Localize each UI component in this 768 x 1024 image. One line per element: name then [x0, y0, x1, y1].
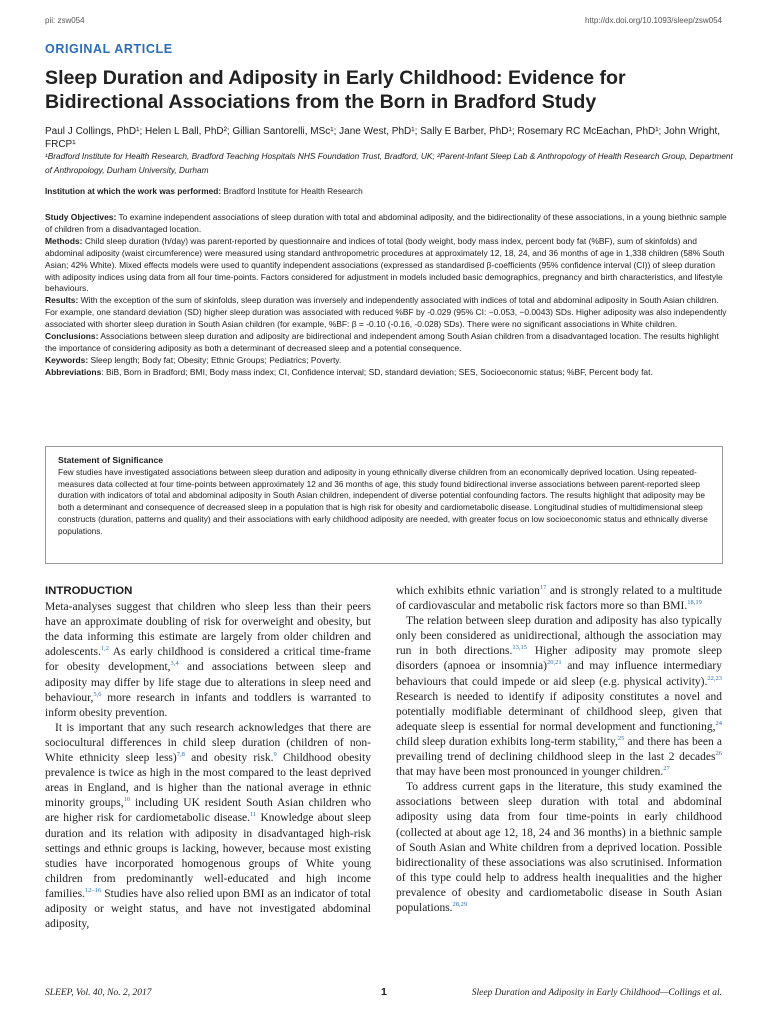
abstract-abbreviations: Abbreviations: BiB, Born in Bradford; BMI, Body mass index; CI, Confidence interval; SD, standard deviation; SES, Socioeconomic status; %BF, Percent body fat.: [45, 366, 653, 377]
article-type-label: ORIGINAL ARTICLE: [45, 42, 173, 56]
citation[interactable]: 18,19: [687, 599, 702, 607]
institution-label: Institution at which the work was performed:: [45, 186, 222, 196]
citation[interactable]: 3,4: [170, 660, 179, 668]
significance-heading: Statement of Significance: [58, 455, 164, 465]
doi-link[interactable]: http://dx.doi.org/10.1093/sleep/zsw054: [585, 16, 722, 25]
citation[interactable]: 28,29: [452, 901, 468, 909]
body-paragraph: Meta-analyses suggest that children who sleep less than their peers have an approximate doubling of risk for overweight and obesity, but the data informing this estimate are largely from older children and adolescents.$^{1,2}$ As early childhood is considered a critical time-frame for obesity development,$^{3,4}$ and associations between sleep and adiposity may differ by life stage due to alterations in sleep need and behaviour,$^{5,6}$ more research in infants and toddlers is warranted to inform obesity prevention.: [45, 601, 371, 719]
running-title: Sleep Duration and Adiposity in Early Childhood—Collings et al.: [471, 988, 722, 998]
objectives-text: To examine independent associations of sleep duration with total and abdominal adiposity, and the bidirectionality of these associations, in a young biethnic sample of children from a disadvantaged location.: [45, 212, 727, 234]
keywords-text: Sleep length; Body fat; Obesity; Ethnic Groups; Pediatrics; Poverty.: [90, 354, 342, 365]
citation[interactable]: 20,21: [546, 659, 562, 667]
pii-identifier: pii: zsw054: [45, 16, 85, 25]
objectives-label: Study Objectives:: [45, 212, 117, 222]
conclusions-text: Associations between sleep duration and adiposity are bidirectional and independent among South Asian children from a disadvantaged location. The results highlight the importance of considering adiposity as both a determinant of decreased sleep and a potential consequence.: [45, 331, 719, 353]
citation[interactable]: 5,6: [93, 690, 102, 698]
abstract-methods: [45, 236, 729, 296]
methods-label: Methods:: [45, 235, 83, 246]
citation[interactable]: 17: [539, 584, 547, 592]
citation[interactable]: 1,2: [100, 645, 110, 653]
abbreviations-label: Abbreviations: [45, 366, 102, 377]
citation[interactable]: 13,15: [512, 644, 528, 652]
affiliations: ¹Bradford Institute for Health Research, Bradford Teaching Hospitals NHS Foundation Trust, Bradford, UK; ²Parent-Infant Sleep Lab & Anthropology of Health Research Group, Department of Anthropology, Durham University, Durham: [45, 151, 733, 175]
results-label: Results:: [45, 295, 79, 306]
institution-value: Bradford Institute for Health Research: [223, 186, 363, 196]
abstract: [45, 212, 729, 379]
page-number: 1: [381, 986, 387, 998]
abstract-conclusions: [45, 331, 729, 355]
author-list: Paul J Collings, PhD¹; Helen L Ball, PhD²; Gillian Santorelli, MSc¹; Jane West, PhD¹; Sally E Barber, PhD¹; Rosemary RC McEachan, PhD¹; John Wright, FRCP¹: [45, 126, 721, 150]
abbreviations-text: BiB, Born in Bradford; BMI, Body mass index; CI, Confidence interval; SD, standard deviation; SES, Socioeconomic status; %BF, Percent body fat.: [105, 366, 653, 377]
institution-line: [45, 186, 363, 196]
citation[interactable]: 12–16: [84, 887, 102, 895]
citation[interactable]: 27: [663, 765, 670, 773]
abstract-results: [45, 295, 729, 331]
significance-box: [45, 446, 723, 564]
citation[interactable]: 26: [715, 750, 722, 758]
introduction-heading: INTRODUCTION: [45, 585, 133, 597]
results-text: With the exception of the sum of skinfolds, sleep duration was inversely and independently associated with indices of total and abdominal adiposity in South Asian children. For example, one standard deviation (SD) higher sleep duration was associated with reduced %BF by -0.029 (95% CI: −0.053, −0.0043) SDs. Higher adiposity was also independently associated with shorter sleep duration in South Asian children (for example, %BF: β = -0.10 (-0.16, -0.028) SDs). There were no significant associations in White children.: [45, 295, 727, 330]
article-title: Sleep Duration and Adiposity in Early Childhood: Evidence for Bidirectional Associations from the Born in Bradford Study: [45, 67, 626, 113]
conclusions-label: Conclusions:: [45, 331, 99, 342]
citation[interactable]: 25: [617, 735, 625, 743]
journal-citation: SLEEP, Vol. 40, No. 2, 2017: [45, 988, 152, 998]
abstract-objectives: [45, 212, 729, 236]
body-paragraph: To address current gaps in the literature, this study examined the associations between sleep duration with total and abdominal adiposity using data from four time-points in early childhood (collected at about age 12, 18, 24 and 36 months) in a biethnic sample of South Asian and White children from a deprived location. Possible bidirectionality of these associations was also scrutinised. Information of this type could help to address health inequalities and the higher prevalence of obesity and cardiometabolic disease in South Asian populations.$^{28,29}$: [396, 781, 722, 914]
methods-text: Child sleep duration (h/day) was parent-reported by questionnaire and indices of total (body weight, body mass index, percent body fat (%BF), sum of skinfolds) and abdominal adiposity (waist circumference) were measured using standard anthropometric procedures at approximately 12, 18, 24, and 36 months of age in 1,338 children (58% South Asian; 42% White). Mixed effects models were used to quantify independent associations (expressed as standardised β-coefficients (95% confidence interval (CI)) of sleep duration with adiposity indices using data from all four time-points. Factors considered for adjustment in models included basic demographics, pregnancy and birth characteristics, and lifestyle behaviours.: [45, 235, 725, 294]
citation[interactable]: 10: [123, 796, 131, 804]
significance-text: Few studies have investigated associations between sleep duration and adiposity in young ethnically diverse children from an economically deprived location. Using repeated-measures data collected at four time-points between approximately 12 and 36 months of age, this study found bidirectional inverse associations between parent-reported sleep duration with indicators of total and abdominal adiposity in South Asian children, independent of diverse potential confounding factors. The results highlight that adiposity may be both a determinant and consequence of decreased sleep in a population that is high risk for obesity and cardiometabolic disease. Longitudinal studies of multidimensional sleep constructs (duration, patterns and quality) and their associations with early childhood adiposity are needed, with greater focus on low socioeconomic status and ethnically diverse populations.: [58, 466, 708, 536]
citation[interactable]: 11: [250, 811, 257, 819]
citation[interactable]: 22,23: [707, 674, 722, 682]
abstract-keywords: [45, 355, 729, 367]
keywords-label: Keywords:: [45, 354, 89, 365]
citation[interactable]: 7,8: [176, 751, 185, 759]
body-paragraph: which exhibits ethnic variation$^{17}$ and is strongly related to a multitude of cardiovascular and metabolic risk factors more so than BMI.$^{18,19}$: [396, 584, 722, 613]
citation[interactable]: 9: [273, 751, 277, 759]
body-paragraph: It is important that any such research acknowledges that there are sociocultural differences in child sleep duration (children of non-White ethnicity sleep less)$^{7,8}$ and obesity risk.$^9$ Childhood obesity prevalence is twice as high in the most compared to the least deprived areas in England, and is higher than the national average in ethnic minority groups,$^{10}$ including UK resident South Asian children who are higher risk for cardiometabolic disease.$^{11}$ Knowledge about sleep duration and its relation with adiposity in disadvantaged high-risk settings and ethnic groups is lacking, however, because most existing studies have incorporated homogenous groups of White young children from predominantly well-educated and high income families.$^{12-16}$ Studies have also relied upon BMI as an indicator of total adiposity or weight status, and have not investigated abdominal adiposity,: [45, 721, 372, 931]
body-column-left: [45, 584, 371, 932]
citation[interactable]: 24: [715, 720, 722, 728]
body-column-right: [396, 584, 722, 916]
body-paragraph: The relation between sleep duration and adiposity has also typically only been considered as unidirectional, although the association may run in both directions.$^{13,15}$ Higher adiposity may promote sleep disorders (apnoea or insomnia)$^{20,21}$ and may influence intermediary behaviours that could impede or aid sleep (e.g. physical activity).$^{22,23}$ Research is needed to identify if adiposity constitutes a novel and potentially modifiable determinant of childhood sleep, given that adequate sleep is essential for normal development and functioning,$^{24}$ child sleep duration exhibits long-term stability,$^{25}$ and there has been a prevailing trend of declining childhood sleep in the last 2 decades$^{26}$ that may have been most pronounced in younger children.$^{27}$: [396, 615, 722, 779]
